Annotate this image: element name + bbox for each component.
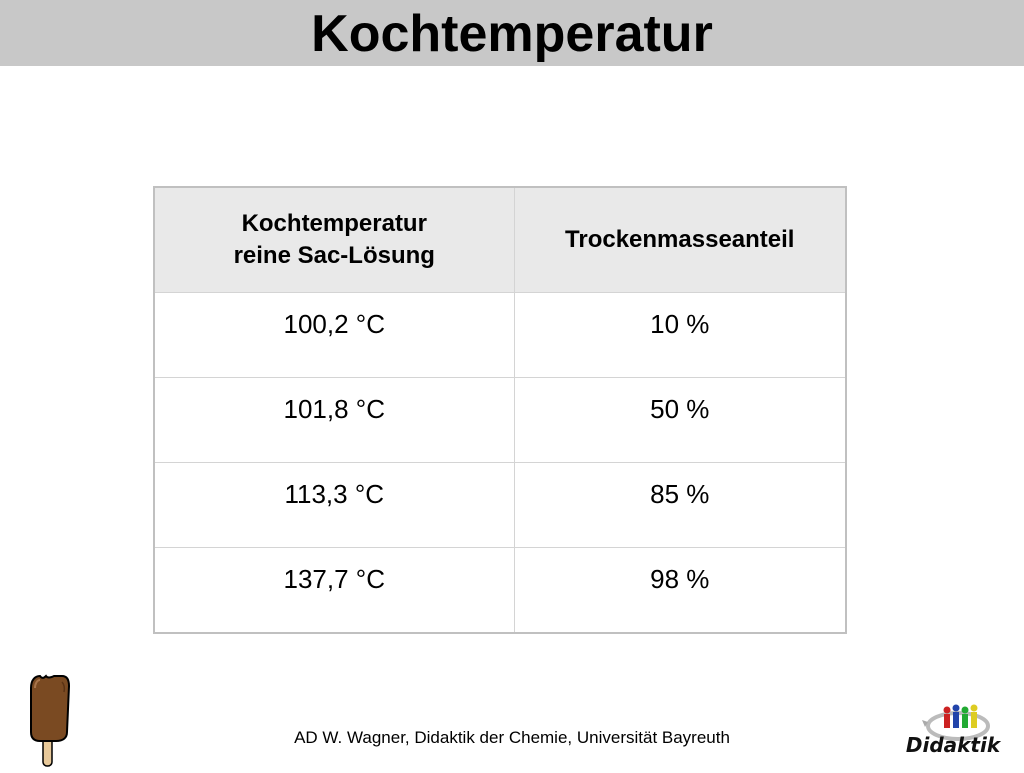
header-line: reine Sac-Lösung (233, 242, 435, 269)
slide-title: Kochtemperatur (311, 5, 713, 63)
cell-text: 10 % (650, 309, 710, 339)
cell-text: 98 % (650, 564, 710, 594)
header-line: Kochtemperatur (241, 210, 427, 237)
logo-text: Didaktik (905, 733, 1001, 757)
table-header-row (154, 187, 846, 293)
cell-text: 85 % (650, 479, 710, 509)
data-table (153, 186, 847, 634)
cell-text: 137,7 °C (283, 564, 385, 594)
table-cell (514, 293, 846, 378)
cell-text: 50 % (650, 394, 710, 424)
table-row (154, 378, 846, 463)
table-cell (154, 463, 514, 548)
table-cell (514, 378, 846, 463)
table-cell (154, 378, 514, 463)
cell-text: 100,2 °C (283, 309, 385, 339)
table-cell (514, 463, 846, 548)
header-cell-drymass (514, 187, 846, 293)
header-cell-temperature (154, 187, 514, 293)
table-cell (154, 293, 514, 378)
cell-text: 101,8 °C (283, 394, 385, 424)
header-line: Trockenmasseanteil (565, 226, 795, 253)
table-cell (154, 548, 514, 634)
didaktik-logo (905, 700, 1001, 762)
footer-credit: AD W. Wagner, Didaktik der Chemie, Universität Bayreuth (294, 728, 730, 747)
table-row (154, 548, 846, 634)
table-cell (514, 548, 846, 634)
table-row (154, 463, 846, 548)
cell-text: 113,3 °C (284, 479, 385, 509)
table-row (154, 293, 846, 378)
ice-cream-icon (26, 672, 74, 768)
